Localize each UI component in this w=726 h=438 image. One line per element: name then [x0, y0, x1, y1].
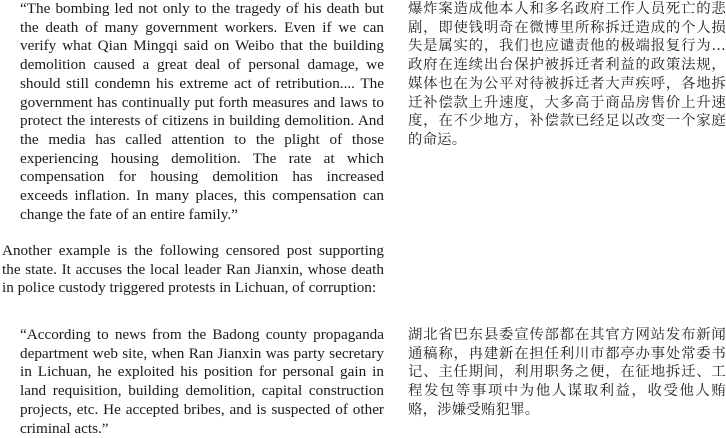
quote-2-english: “According to news from the Badong county propaganda department web site, when Ran Jianxin was party secretary in Lichuan, he exploited his position for personal gain in land requisition, building demolition, capital construction projects, etc. He accepted bribes, and is suspected of other criminal acts.” [20, 326, 384, 437]
quote-2-chinese: 湖北省巴东县委宣传部都在其官方网站发布新闻通稿称，冉建新在担任利川市都亭办事处常委书记、主任期间，利用职务之便，在征地拆迁、工程发包等事项中为他人谋取利益，收受他人贿赂，涉嫌受贿犯罪。 [408, 327, 726, 418]
quote-1-english: “The bombing led not only to the tragedy of his death but the death of many government workers. Even if we can verify what Qian Mingqi said on Weibo that the building demolition caused a great deal of personal damage, we should still condemn his extreme act of retribution.... The government has continually put forth measures and laws to protect the interests of citizens in building demolition. And the media has called attention to the plight of those experiencing housing demolition. The rate at which compensation for housing demolition has increased exceeds inflation. In many places, this compensation can change the fate of an entire family.” [20, 0, 384, 223]
body-paragraph: Another example is the following censored post supporting the state. It accuses the local leader Ran Jianxin, whose death in police custody triggered protests in Lichuan, of corruption: [2, 242, 384, 297]
quote-1-chinese: 爆炸案造成他本人和多名政府工作人员死亡的悲剧，即使钱明奇在微博里所称拆迁造成的个人损失是属实的，我们也应谴责他的极端报复行为…政府在连续出台保护被拆迁者利益的政策法规，媒体也在为公平对待被拆迁者大声疾呼，各地拆迁补偿款上升速度，大多高于商品房售价上升速度，在不少地方，补偿款已经足以改变一个家庭的命运。 [408, 1, 726, 148]
